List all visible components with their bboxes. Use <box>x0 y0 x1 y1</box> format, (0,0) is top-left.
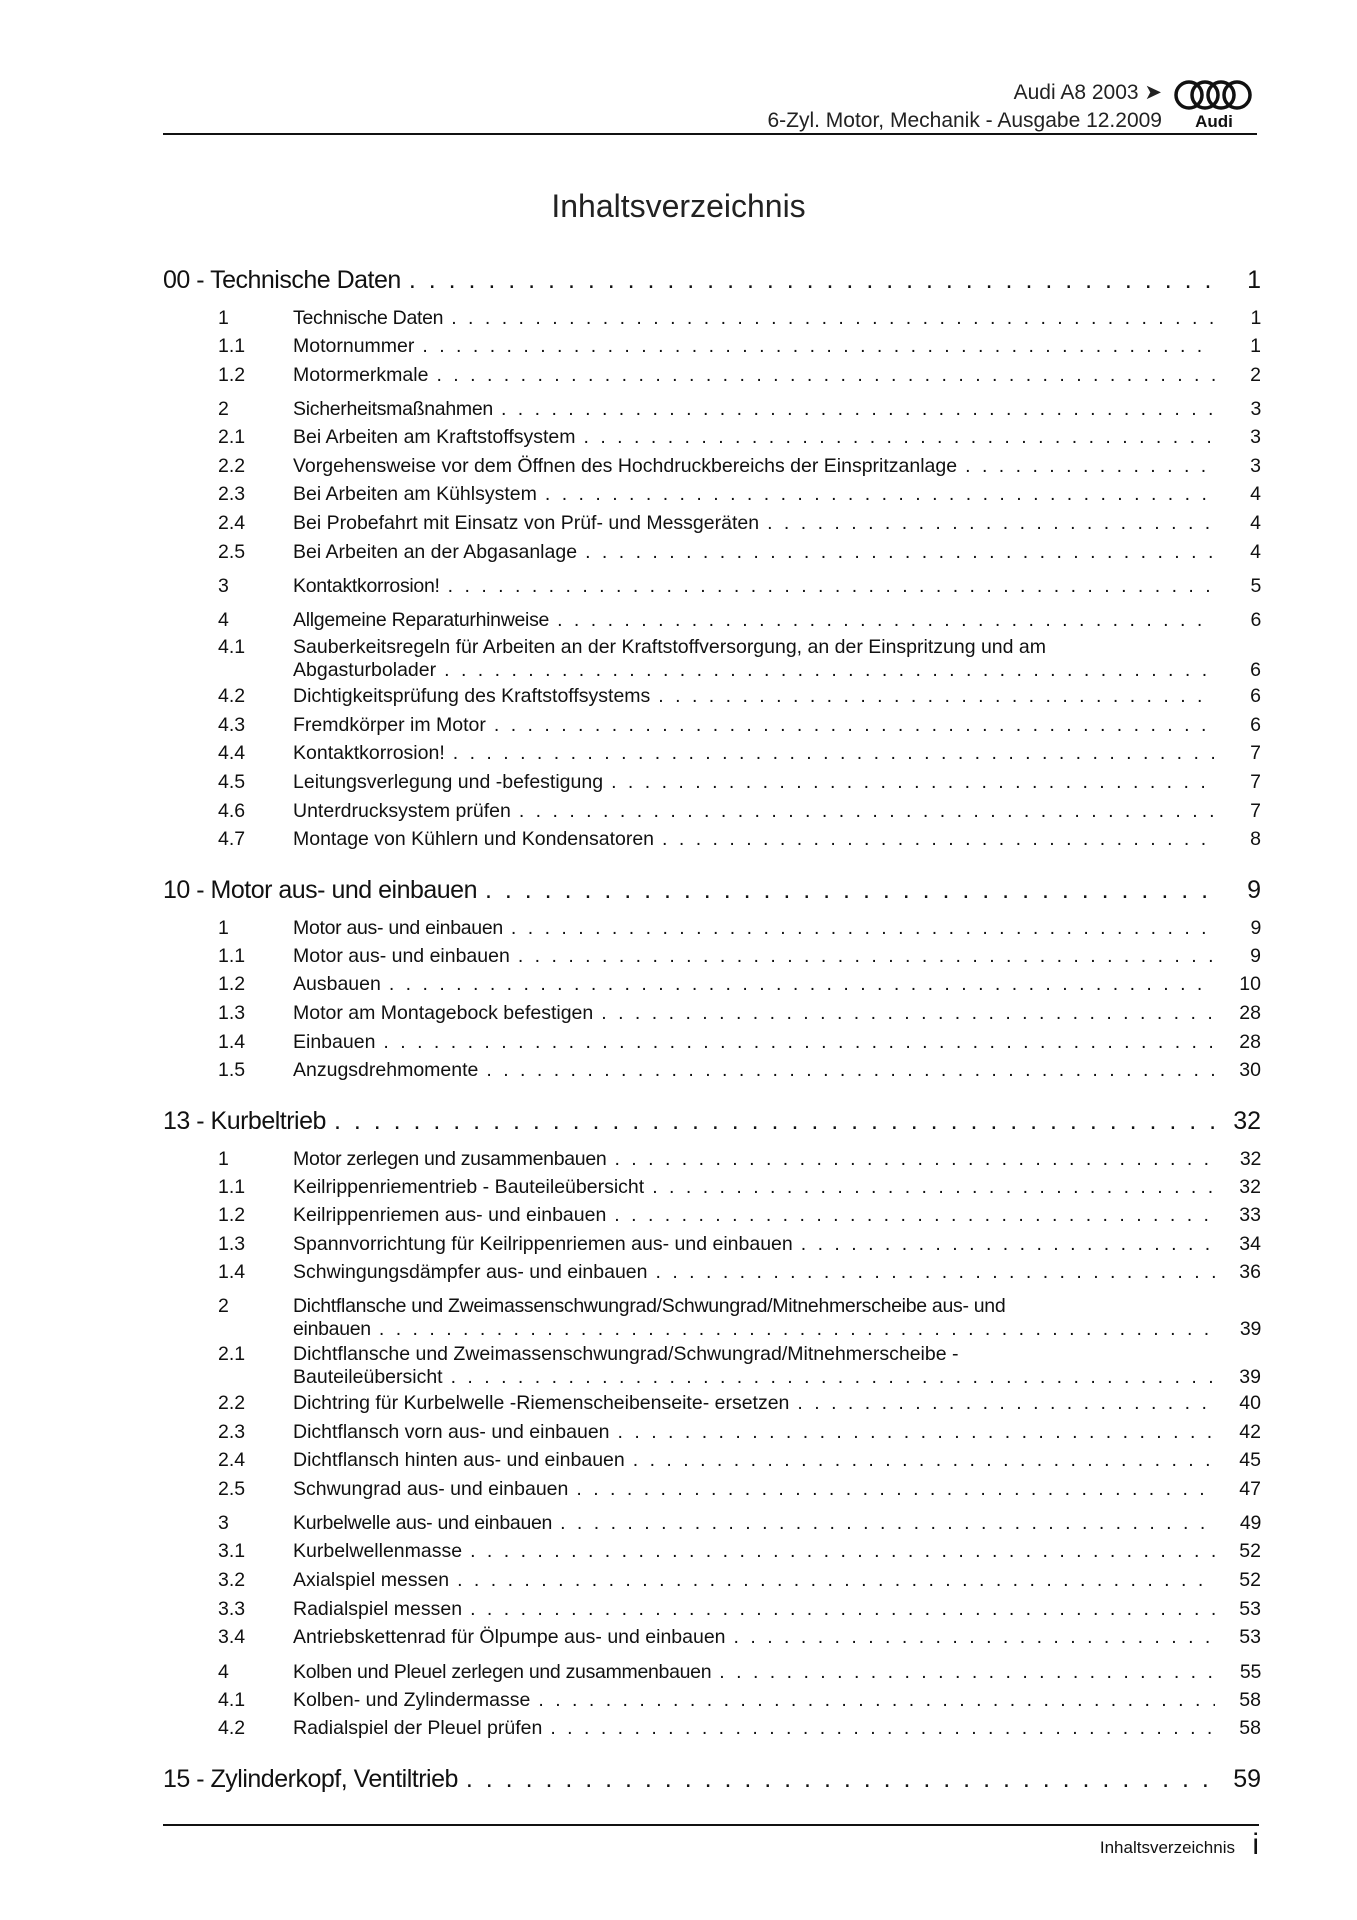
toc-subsection[interactable]: 4.4 Kontaktkorrosion! . . . 7 <box>163 739 1261 768</box>
toc-subsection[interactable]: 2.5 Bei Arbeiten an der Abgasanlage . . . 4 <box>163 538 1261 567</box>
toc-subsection[interactable]: 4.7 Montage von Kühlern und Kondensatoren . . . 8 <box>163 825 1261 854</box>
toc-subsection[interactable]: 1.3 Motor am Montagebock befestigen . . . 28 <box>163 999 1261 1028</box>
toc-chapter-00[interactable] <box>163 262 1261 298</box>
toc-subsection[interactable]: 1.2 Motormerkmale . . . 2 <box>163 361 1261 390</box>
page-header <box>163 75 1257 135</box>
toc-subsection[interactable]: 1.4 Schwingungsdämpfer aus- und einbauen . . . 36 <box>163 1258 1261 1287</box>
toc-subsection[interactable]: 1.1 Motornummer . . . 1 <box>163 332 1261 361</box>
toc-page-number: 59 <box>1233 1765 1261 1793</box>
toc-subsection[interactable]: 2.4 Dichtflansch hinten aus- und einbauen . . . 45 <box>163 1446 1261 1475</box>
header-text <box>767 79 1162 135</box>
toc-subsection[interactable]: 4.6 Unterdrucksystem prüfen . . . 7 <box>163 797 1261 826</box>
toc-section[interactable]: 1 Motor aus- und einbauen . . . 9 <box>163 914 1261 942</box>
header-rule <box>163 133 1257 135</box>
page-footer <box>163 1824 1259 1861</box>
toc-chapter-title: 13 - Kurbeltrieb <box>163 1106 326 1135</box>
toc-page-number: 32 <box>1233 1106 1261 1135</box>
toc-subsection[interactable]: 3.3 Radialspiel messen . . . 53 <box>163 1595 1261 1624</box>
document-title: Inhaltsverzeichnis <box>551 188 806 224</box>
toc-chapter-10[interactable] <box>163 872 1261 908</box>
toc-subsection[interactable]: 4.2 Radialspiel der Pleuel prüfen . . . 58 <box>163 1714 1261 1743</box>
toc-subsection[interactable]: 1.3 Spannvorrichtung für Keilrippenriemen aus- und einbauen . . . 34 <box>163 1230 1261 1259</box>
svg-text:Audi: Audi <box>1195 112 1233 131</box>
toc-subsection[interactable]: 1.1 Motor aus- und einbauen . . . 9 <box>163 942 1261 971</box>
table-of-contents <box>163 262 1261 1797</box>
toc-subsection[interactable]: 3.4 Antriebskettenrad für Ölpumpe aus- und einbauen . . . 53 <box>163 1623 1261 1652</box>
toc-subsection[interactable]: 2.1 Bei Arbeiten am Kraftstoffsystem . . . 3 <box>163 423 1261 452</box>
toc-section[interactable]: 4 Kolben und Pleuel zerlegen und zusammenbauen . . . 55 <box>163 1658 1261 1686</box>
toc-subsection[interactable]: 1.5 Anzugsdrehmomente . . . 30 <box>163 1056 1261 1085</box>
header-subtitle: 6-Zyl. Motor, Mechanik - Ausgabe 12.2009 <box>767 109 1162 132</box>
toc-subsection[interactable]: 1.4 Einbauen . . . 28 <box>163 1028 1261 1057</box>
header-model: Audi A8 2003 ➤ <box>1013 81 1162 104</box>
toc-chapter-title: 00 - Technische Daten <box>163 266 401 294</box>
toc-page-number: 1 <box>1247 266 1261 294</box>
toc-subsection[interactable]: 2.2 Dichtring für Kurbelwelle -Riemenscheibenseite- ersetzen . . . 40 <box>163 1389 1261 1418</box>
toc-section[interactable]: 4 Allgemeine Reparaturhinweise . . . 6 <box>163 606 1261 634</box>
toc-section[interactable]: 1 Technische Daten . . . 1 <box>163 304 1261 332</box>
toc-section[interactable]: 3 Kurbelwelle aus- und einbauen . . . 49 <box>163 1509 1261 1537</box>
toc-subsection[interactable]: 2.1 Dichtflansche und Zweimassenschwungrad/Schwungrad/Mitnehmerscheibe - Bauteileübersicht . . . 39 <box>163 1343 1261 1389</box>
toc-chapter-title: 10 - Motor aus- und einbauen <box>163 875 477 904</box>
toc-chapter-13[interactable] <box>163 1103 1261 1139</box>
toc-subsection[interactable]: 2.3 Dichtflansch vorn aus- und einbauen . . . 42 <box>163 1418 1261 1447</box>
toc-subsection[interactable]: 3.1 Kurbelwellenmasse . . . 52 <box>163 1537 1261 1566</box>
audi-logo <box>1172 77 1257 133</box>
footer-label: Inhaltsverzeichnis <box>1099 1838 1235 1857</box>
toc-subsection[interactable]: 2.3 Bei Arbeiten am Kühlsystem . . . 4 <box>163 480 1261 509</box>
toc-subsection[interactable]: 4.1 Sauberkeitsregeln für Arbeiten an der Kraftstoffversorgung, an der Einspritzung und am Abgasturbolader . . . 6 <box>163 636 1261 682</box>
toc-subsection[interactable]: 1.2 Ausbauen . . . 10 <box>163 970 1261 999</box>
toc-subsection[interactable]: 4.2 Dichtigkeitsprüfung des Kraftstoffsystems . . . 6 <box>163 682 1261 711</box>
toc-chapter-15[interactable] <box>163 1761 1261 1797</box>
toc-subsection[interactable]: 2.5 Schwungrad aus- und einbauen . . . 47 <box>163 1475 1261 1504</box>
toc-section[interactable]: 2 Dichtflansche und Zweimassenschwungrad/Schwungrad/Mitnehmerscheibe aus- und einbauen . . . 39 <box>163 1295 1261 1341</box>
toc-subsection[interactable]: 4.1 Kolben- und Zylindermasse . . . 58 <box>163 1686 1261 1715</box>
footer-page-number: i <box>1252 1828 1259 1861</box>
toc-chapter-title: 15 - Zylinderkopf, Ventiltrieb <box>163 1765 458 1793</box>
toc-section[interactable]: 1 Motor zerlegen und zusammenbauen . . . 32 <box>163 1145 1261 1173</box>
toc-section[interactable]: 2 Sicherheitsmaßnahmen . . . 3 <box>163 395 1261 423</box>
toc-subsection[interactable]: 1.2 Keilrippenriemen aus- und einbauen . . . 33 <box>163 1201 1261 1230</box>
toc-subsection[interactable]: 1.1 Keilrippenriementrieb - Bauteileübersicht . . . 32 <box>163 1173 1261 1202</box>
toc-subsection[interactable]: 4.3 Fremdkörper im Motor . . . 6 <box>163 711 1261 740</box>
toc-subsection[interactable]: 2.4 Bei Probefahrt mit Einsatz von Prüf- und Messgeräten . . . 4 <box>163 509 1261 538</box>
toc-subsection[interactable]: 2.2 Vorgehensweise vor dem Öffnen des Hochdruckbereichs der Einspritzanlage . . . 3 <box>163 452 1261 481</box>
toc-page-number: 9 <box>1247 875 1261 904</box>
toc-section[interactable]: 3 Kontaktkorrosion! . . . 5 <box>163 572 1261 600</box>
toc-subsection[interactable]: 4.5 Leitungsverlegung und -befestigung . . . 7 <box>163 768 1261 797</box>
toc-subsection[interactable]: 3.2 Axialspiel messen . . . 52 <box>163 1566 1261 1595</box>
